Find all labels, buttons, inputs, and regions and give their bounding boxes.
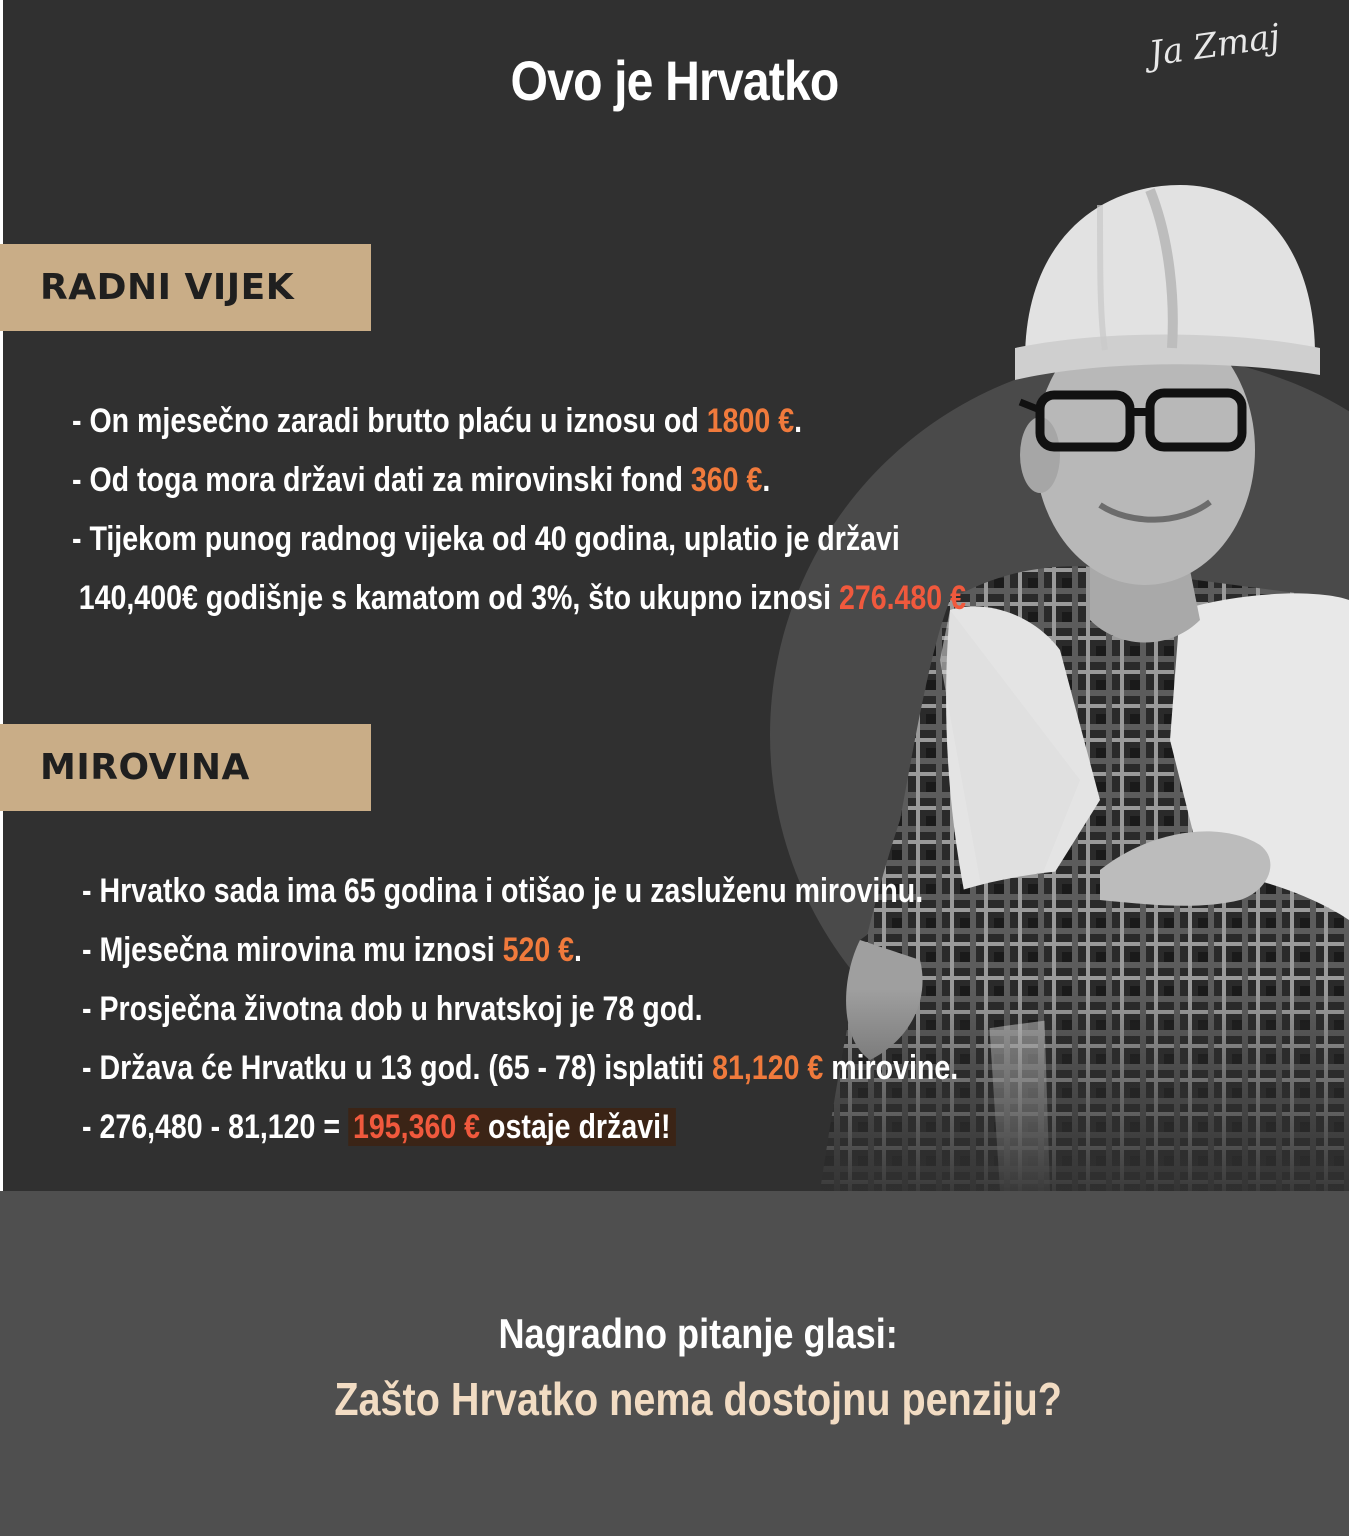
list-item: - Od toga mora državi dati za mirovinski fond 360 €. (72, 461, 771, 499)
radni-vijek-list (72, 392, 1136, 628)
amount-highlight: 520 € (502, 931, 575, 969)
list-item: - 276,480 - 81,120 = 195,360 € ostaje državi! (82, 1098, 958, 1157)
list-item: - Država će Hrvatku u 13 god. (65 - 78) isplatiti 81,120 € mirovine. (82, 1049, 959, 1087)
list-item: - On mjesečno zaradi brutto plaću u iznosu od 1800 €. (72, 402, 803, 440)
section-heading-mirovina: MIROVINA (0, 724, 371, 811)
list-item-continuation: 140,400€ godišnje s kamatom od 3%, što ukupno iznosi 276.480 € (78, 579, 967, 617)
list-item: - Prosječna životna dob u hrvatskoj je 78 god. (82, 990, 703, 1028)
amount-highlight: 81,120 € (712, 1049, 824, 1087)
question-intro: Nagradno pitanje glasi: (498, 1310, 898, 1357)
section-heading-radni-vijek: RADNI VIJEK (0, 244, 371, 331)
list-item: - Mjesečna mirovina mu iznosi 520 €. (82, 931, 582, 969)
signature-logo: Ja Zmaj (1146, 16, 1283, 75)
amount-highlight: 276.480 € (838, 579, 967, 617)
list-item: - Hrvatko sada ima 65 godina i otišao je u zasluženu mirovinu. (82, 872, 924, 910)
page-title: Ovo je Hrvatko (510, 49, 839, 112)
amount-highlight: 1800 € (706, 402, 795, 440)
list-item: - Tijekom punog radnog vijeka od 40 godina, uplatio je državi (72, 520, 900, 558)
result-highlight-box: 195,360 € ostaje državi! (348, 1108, 676, 1146)
mirovina-list (82, 862, 1125, 1157)
question-panel (0, 1191, 1349, 1536)
amount-highlight: 360 € (690, 461, 763, 499)
question-text: Zašto Hrvatko nema dostojnu penziju? (334, 1373, 1062, 1425)
